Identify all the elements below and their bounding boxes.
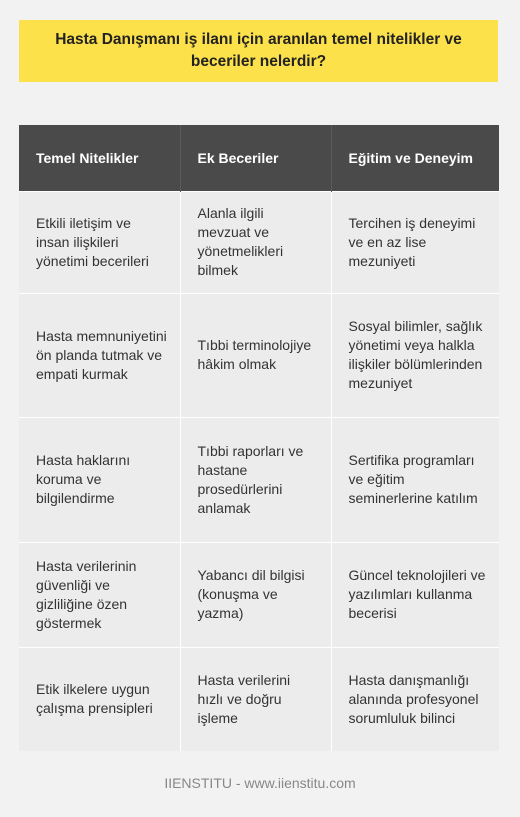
table-cell: Hasta verilerinin güvenliği ve gizliliğine özen göstermek: [19, 542, 180, 647]
page-title: Hasta Danışmanı iş ilanı için aranılan temel nitelikler ve beceriler nelerdir?: [55, 31, 462, 70]
table-cell: Güncel teknolojileri ve yazılımları kullanma becerisi: [348, 567, 486, 621]
table-cell: Alanla ilgili mevzuat ve yönetmelikleri bilmek: [180, 191, 331, 293]
qualifications-table-container: [19, 125, 499, 751]
table-cell: Hasta danışmanlığı alanında profesyonel sorumluluk bilinci: [348, 671, 479, 726]
table-cell: Etik ilkelere uygun çalışma prensipleri: [19, 647, 180, 751]
table-cell: Sosyal bilimler, sağlık yönetimi veya halkla ilişkiler bölümlerinden mezuniyet: [348, 318, 483, 391]
title-banner: [19, 20, 498, 82]
table-cell: Tercihen iş deneyimi ve en az lise mezuniyeti: [348, 214, 476, 269]
footer-credit: IIENSTITU - www.iienstitu.com: [164, 775, 356, 791]
table-cell: Hasta verilerini hızlı ve doğru işleme: [180, 647, 331, 751]
table-row: [19, 191, 499, 293]
table-row: [19, 647, 499, 751]
table-row: [19, 542, 499, 647]
column-header: Temel Nitelikler: [19, 125, 180, 191]
column-header: Eğitim ve Deneyim: [348, 149, 473, 166]
table-cell: Hasta haklarını koruma ve bilgilendirme: [19, 417, 180, 542]
table-cell: Yabancı dil bilgisi (konuşma ve yazma): [180, 542, 331, 647]
table-row: [19, 293, 499, 417]
table-header-row: [19, 125, 499, 191]
table-cell: Tıbbi terminolojiye hâkim olmak: [180, 293, 331, 417]
table-cell: Tıbbi raporları ve hastane prosedürlerini anlamak: [180, 417, 331, 542]
column-header: Ek Beceriler: [180, 125, 331, 191]
table-cell: Etkili iletişim ve insan ilişkileri yönetimi becerileri: [19, 191, 180, 293]
table-row: [19, 417, 499, 542]
qualifications-table: [19, 125, 499, 751]
table-cell: Sertifika programları ve eğitim seminerlerine katılım: [348, 452, 478, 506]
table-cell: Hasta memnuniyetini ön planda tutmak ve empati kurmak: [19, 293, 180, 417]
